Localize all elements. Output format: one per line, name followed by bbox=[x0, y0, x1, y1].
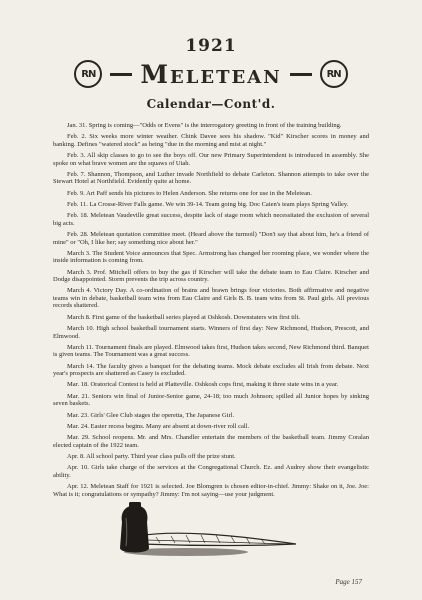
inkwell-icon bbox=[116, 500, 306, 562]
calendar-entry: Apr. 10. Girls take charge of the services at the Congregational Church. Ez. and Audrey show their evangelistic ability. bbox=[53, 464, 369, 479]
calendar-entry: Mar. 18. Oratorical Contest is held at Platteville. Oshkosh cops first, making it three state wins in a year. bbox=[67, 381, 339, 389]
calendar-entry: Feb. 28. Meletean quotation committee meet. (Heard above the turmoil) "Don't say that about him, he's a friend of mine" or "Oh, I like her; say something nice about her." bbox=[53, 231, 369, 246]
calendar-entries bbox=[53, 122, 369, 502]
calendar-entry: Apr. 12. Meletean Staff for 1921 is selected. Joe Blomgren is chosen editor-in-chief. Jimmy: Shake on it, Joe. Joe: What is it; congratulations or sympathy? Jimmy: I'm not saying—use your judgment. bbox=[53, 483, 369, 498]
calendar-entry: Feb. 11. La Crosse-River Falls game. We win 39-14. Team going big. Doc Caien's team plays Spring Valley. bbox=[67, 200, 349, 208]
calendar-entry: Mar. 29. School reopens. Mr. and Mrs. Chandler entertain the members of the basketball team. Jimmy Coralan elected captain of the 1922 team. bbox=[53, 434, 369, 449]
calendar-entry: Mar. 24. Easter recess begins. Many are absent at down-river roll call. bbox=[67, 422, 250, 430]
calendar-entry: Mar. 23. Girls' Glee Club stages the operetta, The Japanese Girl. bbox=[67, 411, 235, 419]
calendar-entry: Feb. 18. Meletean Vaudeville great success, despite lack of stage room which necessitated the exclusion of several big acts. bbox=[53, 212, 369, 227]
masthead bbox=[0, 54, 422, 94]
section-subtitle: Calendar—Cont'd. bbox=[146, 97, 276, 111]
calendar-entry: Mar. 21. Seniors win final of Junior-Senior game, 24-18; too much Johnson; spilled all Junior hopes by sinking seven baskets. bbox=[53, 392, 369, 408]
left-seal-icon: RN bbox=[74, 60, 102, 88]
calendar-entry: Feb. 3. All skip classes to go to see the boys off. Our new Primary Superintendent is introduced in assembly. She spoke on what brave women are the squaws of Utah. bbox=[53, 152, 369, 167]
page-number: Page 157 bbox=[335, 578, 362, 586]
right-seal-icon: RN bbox=[320, 60, 348, 88]
calendar-entry: Feb. 2. Six weeks more winter weather. Chink Davee sees his shadow. "Kid" Kirscher scores in money and banking. Defines "watered stock" as being "due in the morning and mist at night." bbox=[53, 133, 369, 148]
year-heading: 1921 bbox=[185, 36, 237, 56]
page-title: Meletean bbox=[140, 59, 282, 89]
calendar-entry: March 14. The faculty gives a banquet for the debating teams. Mock debate excludes all Irish from debate. Next year's prospects are shattered as Casey is excluded. bbox=[53, 362, 369, 378]
calendar-entry: March 3. Prof. Mitchell offers to buy the gas if Kirscher will take the debate team to Eau Claire. Kirscher and Dodge disappointed. Storm prevents the trip across country. bbox=[53, 268, 369, 284]
calendar-entry: March 11. Tournament finals are played. Elmwood takes first, Hudson takes second, New Richmond third. Banquet is given teams. The Tournament was a great success. bbox=[53, 343, 369, 359]
calendar-entry: Feb. 7. Shannon, Thompson, and Luther invade Northfield to debate Carleton. Shannon attempts to take over the Stewart Hotel at Northfield. Evidently quite at home. bbox=[53, 170, 369, 186]
calendar-entry: Feb. 9. Art Paff sends his pictures to Helen Anderson. She returns one for use in the Meletean. bbox=[67, 189, 312, 197]
calendar-entry: March 8. First game of the basketball series played at Oshkosh. Downstaters win first tilt. bbox=[67, 313, 301, 321]
calendar-entry: March 4. Victory Day. A co-ordination of brains and brawn brings four victories. Both affirmative and negative teams win in debate, basketball team wins from Eau Claire and Girls B. B. team wins from St. Paul girls. All previous records shattered. bbox=[53, 287, 369, 310]
calendar-entry: Jan. 31. Spring is coming—"Odds or Evens" is the interrogatory greeting in front of the training building. bbox=[67, 122, 342, 129]
right-rule bbox=[290, 73, 312, 76]
calendar-entry: March 3. The Student Voice announces that Spec. Armstrong has changed her rooming place, we wonder where the inside information is coming from. bbox=[53, 249, 369, 265]
calendar-entry: Apr. 8. All school party. Third year class pulls off the prize stunt. bbox=[67, 452, 236, 460]
calendar-entry: March 10. High school basketball tournament starts. Winners of first day: New Richmond, Hudson, Prescott, and Elmwood. bbox=[53, 325, 369, 340]
left-rule bbox=[110, 73, 132, 76]
